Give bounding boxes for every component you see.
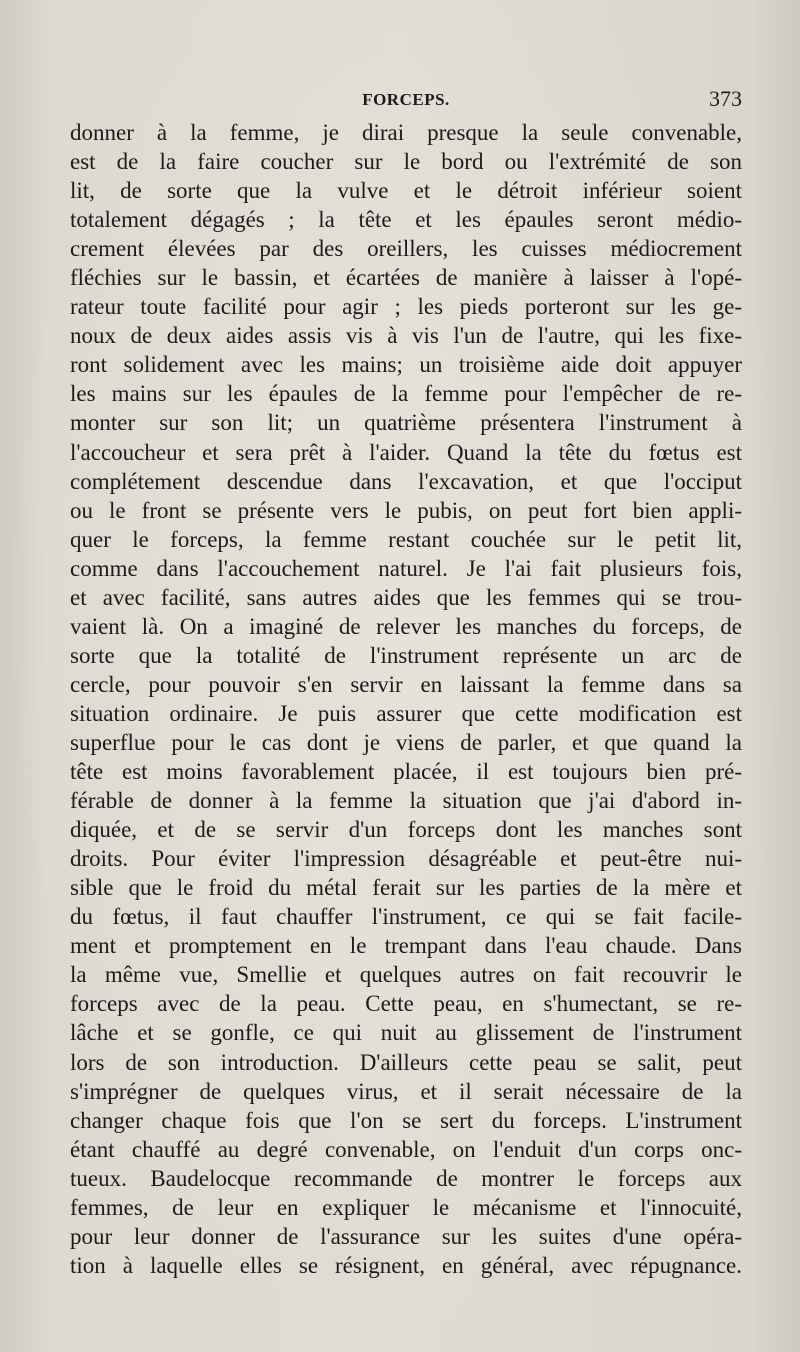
text-line: forceps avec de la peau. Cette peau, en s'humectant, se re- — [70, 991, 742, 1017]
text-line: quer le forceps, la femme restant couchée sur le petit lit, — [70, 526, 742, 552]
text-line: pour leur donner de l'assurance sur les suites d'une opéra- — [70, 1223, 742, 1249]
body-text — [70, 118, 742, 1280]
text-line: tête est moins favorablement placée, il est toujours bien pré- — [70, 759, 742, 785]
text-line: tion à laquelle elles se résignent, en général, avec répugnance. — [70, 1252, 742, 1278]
text-line: fléchies sur le bassin, et écartées de manière à laisser à l'opé- — [70, 265, 742, 291]
running-title: FORCEPS. — [362, 90, 450, 109]
text-line: tueux. Baudelocque recommande de montrer le forceps aux — [70, 1165, 742, 1191]
text-line: lâche et se gonfle, ce qui nuit au glissement de l'instrument — [70, 1020, 742, 1046]
text-line: s'imprégner de quelques virus, et il serait nécessaire de la — [70, 1078, 742, 1104]
text-line: complétement descendue dans l'excavation, et que l'occiput — [70, 468, 742, 494]
text-line: donner à la femme, je dirai presque la seule convenable, — [70, 120, 742, 145]
text-line: la même vue, Smellie et quelques autres on fait recouvrir le — [70, 962, 742, 988]
text-line: superflue pour le cas dont je viens de parler, et que quand la — [70, 729, 742, 755]
text-line: totalement dégagés ; la tête et les épaules seront médio- — [70, 207, 742, 233]
text-line: est de la faire coucher sur le bord ou l'extrémité de son — [70, 149, 742, 175]
text-line: étant chauffé au degré convenable, on l'enduit d'un corps onc- — [70, 1136, 742, 1162]
text-line: crement élevées par des oreillers, les cuisses médiocrement — [70, 236, 742, 262]
text-line: sible que le froid du métal ferait sur les parties de la mère et — [70, 875, 742, 901]
text-line: situation ordinaire. Je puis assurer que cette modification est — [70, 700, 742, 726]
text-line: rateur toute facilité pour agir ; les pieds porteront sur les ge- — [70, 294, 742, 320]
page-number: 373 — [709, 86, 742, 111]
text-line: cercle, pour pouvoir s'en servir en laissant la femme dans sa — [70, 671, 742, 697]
text-line: et avec facilité, sans autres aides que les femmes qui se trou- — [70, 584, 742, 610]
text-line: ront solidement avec les mains; un troisième aide doit appuyer — [70, 352, 742, 378]
text-line: ment et promptement en le trempant dans l'eau chaude. Dans — [70, 933, 742, 959]
text-line: les mains sur les épaules de la femme pour l'empêcher de re- — [70, 381, 742, 407]
text-line: changer chaque fois que l'on se sert du forceps. L'instrument — [70, 1107, 742, 1133]
text-line: férable de donner à la femme la situation que j'ai d'abord in- — [70, 788, 742, 814]
text-line: ou le front se présente vers le pubis, on peut fort bien appli- — [70, 497, 742, 523]
text-line: vaient là. On a imaginé de relever les manches du forceps, de — [70, 613, 742, 639]
text-line: monter sur son lit; un quatrième présentera l'instrument à — [70, 410, 742, 436]
text-line: lit, de sorte que la vulve et le détroit inférieur soient — [70, 178, 742, 204]
text-line: du fœtus, il faut chauffer l'instrument, ce qui se fait facile- — [70, 904, 742, 930]
text-line: noux de deux aides assis vis à vis l'un de l'autre, qui les fixe- — [70, 323, 742, 349]
text-line: diquée, et de se servir d'un forceps dont les manches sont — [70, 817, 742, 843]
running-head — [70, 86, 742, 112]
text-line: l'accoucheur et sera prêt à l'aider. Quand la tête du fœtus est — [70, 439, 742, 465]
text-line: sorte que la totalité de l'instrument représente un arc de — [70, 642, 742, 668]
text-line: droits. Pour éviter l'impression désagréable et peut-être nui- — [70, 846, 742, 872]
text-line: femmes, de leur en expliquer le mécanisme et l'innocuité, — [70, 1194, 742, 1220]
text-line: lors de son introduction. D'ailleurs cette peau se salit, peut — [70, 1049, 742, 1075]
text-line: comme dans l'accouchement naturel. Je l'ai fait plusieurs fois, — [70, 555, 742, 581]
